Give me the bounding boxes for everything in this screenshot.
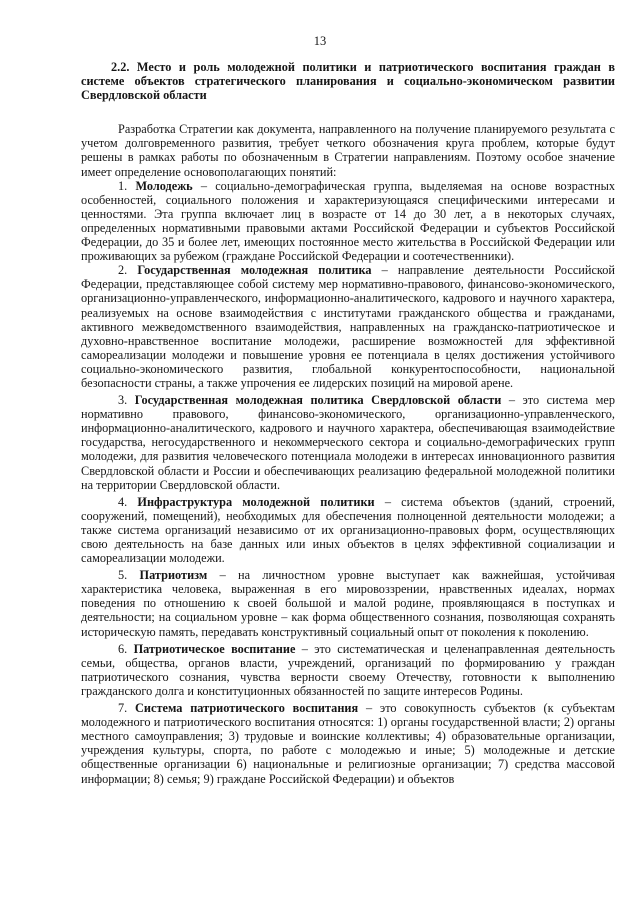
definition-term: Патриотизм bbox=[139, 568, 208, 583]
definition-term: Система патриотического воспитания bbox=[135, 701, 359, 716]
definition-text: – система объектов (зданий, строений, сооружений, помещений), необходимых для обеспечения полноценной деятельности молодежи; а также система организаций независимо от их организационно-правовых форм, осуществляющих свою деятельность на базе данных или иных объектов в целях эффективной социализации и самореализации молодежи. bbox=[81, 494, 615, 566]
definition-number: 7. bbox=[118, 701, 128, 716]
definition-text: – это систематическая и целенаправленная деятельность семьи, общества, органов власти, учреждений, организаций по формированию у граждан патриотического сознания, чувства верности своему Отечеству, готовности к выполнению гражданского долга и конституционных обязанностей по защите интересов Родины. bbox=[81, 641, 615, 698]
definition-text: – направление деятельности Российской Федерации, представляющее собой систему мер нормативно-правового, финансово-экономического, организационно-управленческого, информационно-аналитического, кадрового и научного характера, реализуемых на основе взаимодействия с институтами гражданского общества и гражданами, активного межведомственного взаимодействия, направленных на гражданско-патриотическое и духовно-нравственное воспитание молодежи, расширение возможностей для эффективной самореализации молодежи и повышение уровня ее потенциала в целях достижения устойчивого социально-экономического развития, глобальной конкурентоспособности, национальной безопасности страны, а также упрочения ее лидерских позиций на мировой арене. bbox=[81, 263, 615, 390]
definition-paragraph-3 bbox=[81, 393, 615, 492]
definition-text: – на личностном уровне выступает как важнейшая, устойчивая характеристика человека, выраженная в его мировоззрении, нравственных идеалах, нормах поведения по отношению к своей большой и малой родине, проявляющаяся в поступках и деятельности; на социальном уровне – как форма общественного сознания, позволяющая сохранять историческую память, передавать конструктивный социальный опыт от поколения к поколению. bbox=[81, 568, 616, 639]
definition-paragraph-2 bbox=[81, 263, 615, 390]
definition-number: 6. bbox=[118, 641, 128, 656]
definition-text: – это система мер нормативно правового, финансово-экономического, организационно-управленческого, информационно-аналитического, кадрового и научного характера, обеспечивающая взаимодействие государства, негосударственного и некоммерческого сектора и социально-демографических групп молодежи, для развития человеческого потенциала молодежи в интересах инновационного развития Свердловской области и России и обеспечивающих реализацию федеральной молодежной политики на территории Свердловской области. bbox=[81, 393, 615, 492]
definition-paragraph-4 bbox=[81, 495, 615, 565]
definition-paragraph-6 bbox=[81, 642, 615, 698]
definition-term: Патриотическое воспитание bbox=[133, 641, 296, 656]
definition-text: – это совокупность субъектов (к субъектам молодежного и патриотического воспитания относятся: 1) органы государственной власти; 2) органы местного самоуправления; 3) трудовые и воинские коллективы; 4) образовательные организации, учреждения культуры, спорта, по работе с молодежью и иные; 5) молодежные и детские общественные организации 6) национальные и религиозные организации; 7) средства массовой информации; 8) семья; 9) граждане Российской Федерации) и объектов bbox=[81, 701, 615, 786]
section-heading: 2.2. Место и роль молодежной политики и патриотического воспитания граждан в системе объектов стратегического планирования и социально-экономическом развитии Свердловской области bbox=[81, 60, 615, 103]
intro-paragraph: Разработка Стратегии как документа, направленного на получение планируемого результата с учетом долговременного развития, требует четкого обозначения круга проблем, которые будут решены в рамках работы по обозначенным в Стратегии направлениям. Поэтому особое значение имеет определение основополагающих понятий: bbox=[81, 122, 615, 179]
definition-term: Молодежь bbox=[135, 178, 193, 193]
definition-term: Государственная молодежная политика Свердловской области bbox=[134, 393, 502, 408]
definition-number: 3. bbox=[118, 393, 128, 408]
definition-text: – социально-демографическая группа, выделяемая на основе возрастных особенностей, социального положения и характеризующаяся специфическими интересами и ценностями. Эта группа включает лиц в возрасте от 14 до 30 лет, а в некоторых случаях, определенных нормативными правовыми актами Российской Федерации и субъектов Российской Федерации, до 35 и более лет, имеющих постоянное место жительства в Российской Федерации или проживающих за рубежом (граждане Российской Федерации и соотечественники). bbox=[81, 178, 615, 264]
definition-paragraph-1 bbox=[81, 179, 615, 264]
definition-number: 1. bbox=[118, 178, 128, 193]
definition-term: Инфраструктура молодежной политики bbox=[137, 494, 375, 509]
definition-paragraph-5 bbox=[81, 568, 615, 638]
definition-number: 5. bbox=[118, 568, 128, 583]
definition-number: 4. bbox=[118, 494, 128, 509]
document-body bbox=[81, 60, 615, 786]
definition-paragraph-7 bbox=[81, 701, 615, 786]
definition-number: 2. bbox=[118, 263, 128, 278]
definition-term: Государственная молодежная политика bbox=[137, 263, 372, 278]
page-number: 13 bbox=[313, 34, 327, 48]
